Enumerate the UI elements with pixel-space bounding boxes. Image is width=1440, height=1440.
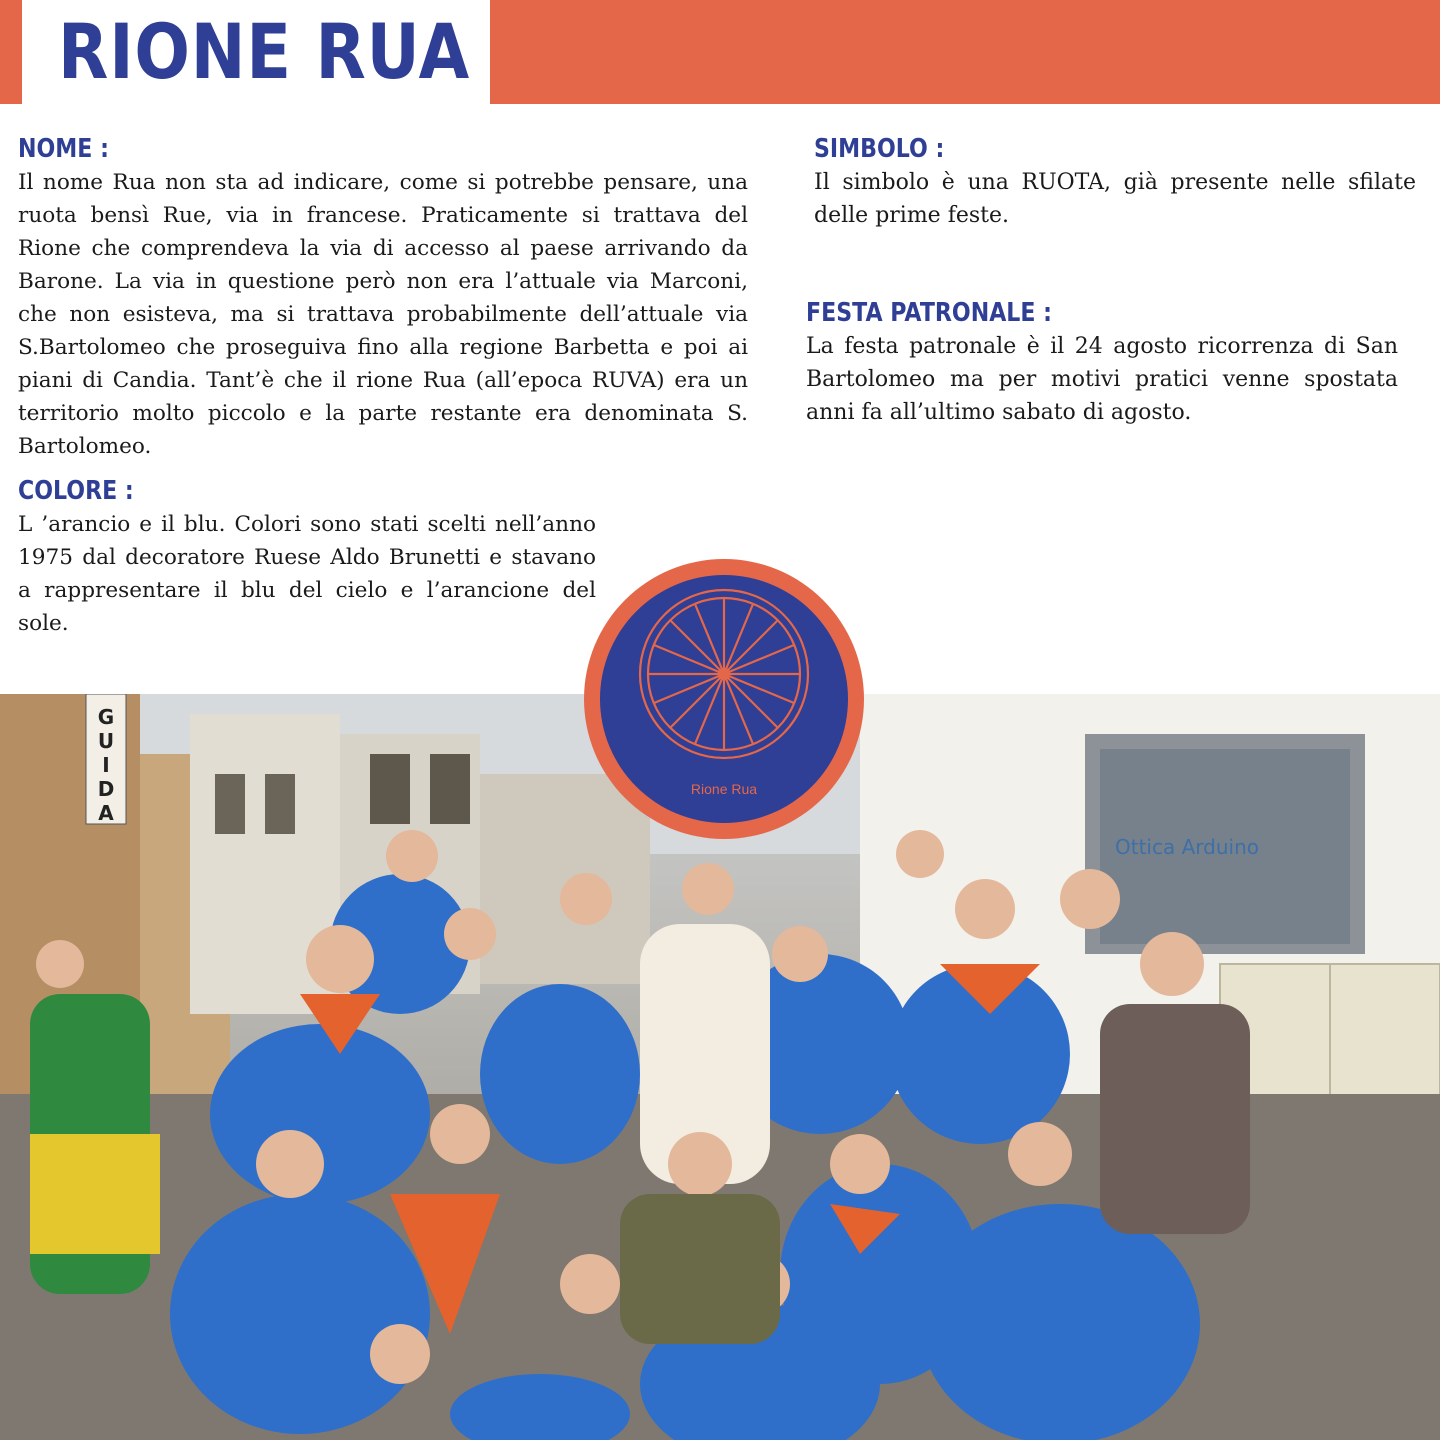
- photo-sign-letter: D: [97, 777, 115, 801]
- wheel-icon: [584, 559, 864, 839]
- section-text-simbolo: Il simbolo è una RUOTA, già presente nelle sfilate delle prime feste.: [814, 170, 1416, 228]
- photo-sign-letter: U: [97, 729, 115, 753]
- section-nome: [18, 134, 748, 463]
- section-festa-patronale: [806, 298, 1398, 429]
- photo-shop-sign: Ottica Arduino: [1115, 835, 1259, 859]
- section-heading-festa: FESTA PATRONALE :: [806, 298, 1053, 328]
- photo-sign-letter: G: [97, 705, 115, 729]
- emblem-label: Rione Rua: [690, 781, 758, 797]
- section-text-festa: La festa patronale è il 24 agosto ricorrenza di San Bartolomeo ma per motivi pratici venne spostata anni fa all’ultimo sabato di agosto.: [806, 334, 1398, 425]
- photo-sign-letter: A: [98, 801, 114, 825]
- page-title: RIONE RUA: [58, 7, 471, 96]
- rione-rua-emblem: [584, 559, 864, 839]
- section-heading-colore: COLORE :: [18, 476, 134, 506]
- section-heading-simbolo: SIMBOLO :: [814, 134, 945, 164]
- section-text-nome: Il nome Rua non sta ad indicare, come si potrebbe pensare, una ruota bensì Rue, via in francese. Praticamente si trattava del Rione che comprendeva la via di accesso al paese arrivando da Barone. La via in questione però non era l’attuale via Marconi, che non esisteva, ma si trattava probabilmente dell’attuale via S.Bartolomeo che proseguiva fino alla regione Barbetta e poi ai piani di Candia. Tant’è che il rione Rua (all’epoca RUVA) era un territorio molto piccolo e la parte restante era denominata S. Bartolomeo.: [18, 170, 748, 459]
- header-accent-bar: [490, 0, 1440, 104]
- section-text-colore: L ’arancio e il blu. Colori sono stati scelti nell’anno 1975 dal decoratore Ruese Aldo Brunetti e stavano a rappresentare il blu del cielo e l’arancione del sole.: [18, 512, 596, 636]
- section-simbolo: [814, 134, 1416, 232]
- section-heading-nome: NOME :: [18, 134, 109, 164]
- photo-sign-letter: I: [102, 753, 110, 777]
- section-colore: [18, 476, 596, 640]
- header-accent-strip: [0, 0, 22, 104]
